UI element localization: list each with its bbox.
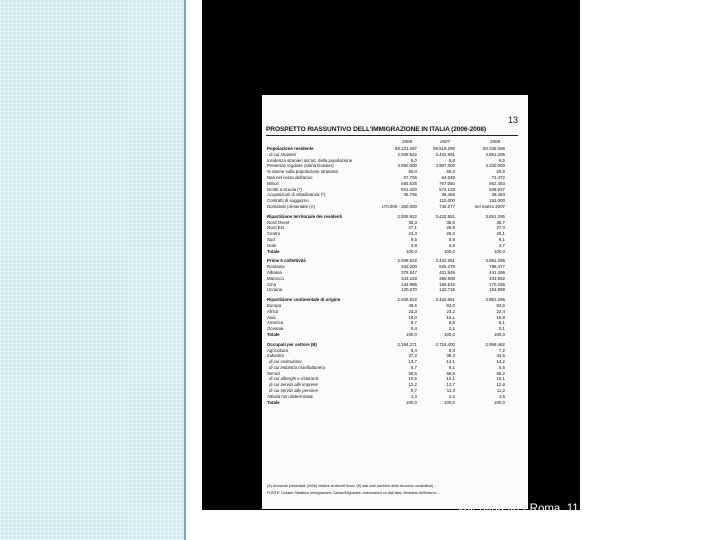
row-value-2008: 100,0 [494, 248, 505, 254]
row-value-2008: 100,0 [494, 331, 505, 337]
row-value-2006: 35,3 [408, 219, 417, 225]
row-value-2008: 9,1 [498, 236, 505, 242]
row-label: Asia [267, 314, 276, 320]
row-value-2007: 3.987.000 [435, 163, 455, 169]
row-value-2006: 3.690.000 [397, 163, 417, 169]
row-value-2006: 375.947 [401, 269, 417, 275]
row-label: Domande presentate (A) [267, 203, 316, 209]
row-value-2008: 628.937 [489, 186, 505, 192]
row-value-2006: 50,0 [408, 169, 417, 175]
row-value-2006: 100,0 [406, 331, 417, 337]
row-value-2007: 3.432.651 [435, 213, 455, 219]
row-label: Popolazione residente [267, 146, 314, 151]
row-label: Isole [267, 242, 277, 248]
row-value-2006: 5,7 [410, 364, 417, 370]
row-value-2007: 767.060 [439, 180, 455, 186]
row-value-2006: 343.228 [401, 275, 417, 281]
row-value-2006: 35.766 [403, 192, 417, 198]
row-value-2006: 9,5 [410, 236, 417, 242]
row-value-2006: 55,5 [408, 370, 417, 376]
row-value-2006: 342.200 [401, 264, 417, 270]
row-value-2007: 38,3 [446, 353, 455, 359]
row-label: Incidenza stranieri sul tot. della popolazione [267, 157, 353, 163]
row-value-2008: 441.396 [489, 269, 505, 275]
row-value-2006: 2.938.922 [397, 151, 417, 157]
row-label: America [267, 320, 284, 326]
row-value-2006: 501.420 [401, 186, 417, 192]
row-label: Albania [267, 269, 282, 275]
row-value-2007: 11,3 [446, 388, 455, 394]
row-value-2006: 27,1 [408, 225, 417, 231]
row-value-2008: 3.891.295 [485, 213, 505, 219]
row-value-2008: 4.330.000 [485, 163, 505, 169]
year-header-2007: 2007 [440, 139, 451, 144]
row-value-2006: 13,7 [408, 359, 417, 365]
row-value-2008: 27,0 [496, 225, 505, 231]
row-value-2006: 23,3 [408, 308, 417, 314]
row-value-2008: 0,1 [498, 326, 505, 332]
row-value-2007: 574.133 [439, 186, 455, 192]
row-value-2006: 6,4 [410, 347, 417, 353]
row-value-2008: 3,7 [498, 242, 505, 248]
row-label: Totale [267, 399, 280, 405]
row-value-2008: 3.891.295 [485, 258, 505, 264]
row-value-2008: 50,8 [496, 169, 505, 175]
row-label: di cui servizi alle imprese [269, 382, 318, 388]
row-value-2006: ... [413, 198, 417, 204]
row-value-2006: 2.938.922 [397, 297, 417, 303]
row-value-2008: 33,6 [496, 353, 505, 359]
row-value-2006: 120.070 [401, 287, 417, 293]
row-label: di cui servizi alle persone [269, 388, 319, 394]
row-label: Minori [267, 180, 279, 186]
row-value-2006: 2.938.922 [397, 213, 417, 219]
table-row [267, 400, 520, 406]
row-label: Totale [267, 331, 280, 337]
row-value-2008: 5,6 [498, 364, 505, 370]
row-label: % donne sulla popolazione straniera [267, 169, 338, 175]
row-value-2007: 132.718 [439, 287, 455, 293]
row-value-2007: 3.432.651 [435, 258, 455, 264]
row-value-2008: 4,5 [498, 393, 505, 399]
row-value-2007: 59.619.290 [433, 146, 455, 151]
row-value-2006: 100,0 [406, 399, 417, 405]
row-value-2007: 4,2 [448, 393, 455, 399]
title-rule [266, 135, 518, 136]
row-value-2006: 100,0 [406, 248, 417, 254]
row-value-2007: 100,0 [444, 331, 455, 337]
row-value-2007: 16,1 [446, 314, 455, 320]
row-label: Industria [267, 353, 284, 359]
row-value-2008: 11,2 [496, 388, 505, 394]
row-value-2006: 8,7 [410, 320, 417, 326]
row-value-2008: 35,7 [496, 219, 505, 225]
row-value-2006: 18,0 [408, 314, 417, 320]
row-value-2008: 59,2 [496, 370, 505, 376]
row-label: Africa [267, 308, 279, 314]
row-value-2007: 55,8 [446, 370, 455, 376]
row-value-2008: 25,1 [496, 231, 505, 237]
year-header-2006: 2006 [402, 139, 413, 144]
row-value-2006: 10,5 [408, 376, 417, 382]
row-value-2008: 8,1 [498, 320, 505, 326]
row-label: Romania [267, 264, 285, 270]
row-value-2007: 6,3 [448, 347, 455, 353]
slide-left-decorative-strip [0, 0, 184, 540]
row-label: Iscritti a scuola (*) [267, 186, 302, 192]
row-value-2008: 3.891.295 [485, 297, 505, 303]
row-value-2008: 10,1 [496, 376, 505, 382]
row-label: Nati nel corso dell'anno [267, 174, 313, 180]
row-value-2007: 25,0 [446, 231, 455, 237]
row-value-2006: 0,4 [410, 326, 417, 332]
row-label: Servizi [267, 370, 281, 376]
row-value-2006: 24,3 [408, 231, 417, 237]
row-value-2006: 57.765 [403, 174, 417, 180]
row-value-2006: 144.885 [401, 281, 417, 287]
row-label: Cina [267, 281, 277, 287]
row-value-2008: 60.045.068 [483, 146, 505, 151]
row-value-2008: 7,2 [498, 347, 505, 353]
row-value-2006: 59.131.287 [395, 146, 417, 151]
row-label: Attività non determinate [267, 393, 314, 399]
year-header-2008: 2008 [490, 139, 501, 144]
table-note: (A) domande presentate (2006) relative ai decreti flussi, (B) dati Inail (archivio delle denunce nominative) ... [267, 484, 438, 488]
row-label: Centro [267, 231, 281, 237]
row-value-2007: 64.049 [441, 174, 455, 180]
row-value-2007: 401.949 [439, 269, 455, 275]
statistics-table [267, 146, 520, 405]
row-value-2008: 15,8 [496, 314, 505, 320]
row-label: Totale [267, 248, 280, 254]
row-value-2008: 39.484 [491, 192, 505, 198]
row-value-2007: 52,0 [446, 302, 455, 308]
row-label: Presenza regolare (stima Dossier) [267, 163, 334, 169]
row-value-2007: 35,6 [446, 219, 455, 225]
row-value-2007: 745.277 [439, 203, 455, 209]
row-value-2007: 365.908 [439, 275, 455, 281]
row-value-2007: 0,1 [448, 326, 455, 332]
row-label: Ripartizione continentale di origine [267, 297, 341, 303]
row-value-2007: 156.519 [439, 281, 455, 287]
row-label: Prime 5 collettività [267, 258, 306, 264]
row-value-2007: 3.432.651 [435, 151, 455, 157]
row-label: Contratti di soggiorno [267, 198, 309, 204]
row-value-2007: 10,1 [446, 376, 455, 382]
row-value-2006: 170.000 - 250.000 [381, 203, 417, 209]
row-value-2007: 8,6 [448, 320, 455, 326]
row-value-2007: 23,2 [446, 308, 455, 314]
row-value-2006: 4,3 [410, 393, 417, 399]
row-value-2008: 6,5 [498, 157, 505, 163]
row-value-2007: 38.466 [441, 192, 455, 198]
row-label: Marocco [267, 275, 284, 281]
row-label: Ucraina [267, 287, 283, 293]
slide-caption: Valentina Iiri - Roma, 11 settembre 2010 [457, 503, 662, 515]
row-value-2007: 100,0 [444, 399, 455, 405]
row-value-2007: 100,0 [444, 248, 455, 254]
row-value-2008: 2.998.462 [485, 341, 505, 347]
row-value-2008: 170.265 [489, 281, 505, 287]
row-value-2007: 14,1 [446, 359, 455, 365]
row-value-2008: 153.998 [489, 287, 505, 293]
row-value-2008: 14,2 [496, 359, 505, 365]
row-value-2008: 3.891.295 [485, 151, 505, 157]
row-value-2006: 5,0 [410, 157, 417, 163]
row-value-2007: 5,8 [448, 157, 455, 163]
row-value-2008: 403.592 [489, 275, 505, 281]
row-value-2007: 2.724.400 [435, 341, 455, 347]
row-label: di cui costruzioni [269, 359, 302, 365]
row-value-2008: 100,0 [494, 399, 505, 405]
document-title: PROSPETTO RIASSUNTIVO DELL'IMMIGRAZIONE IN ITALIA (2006-2008) [266, 126, 486, 133]
row-value-2006: 49,6 [408, 302, 417, 308]
row-value-2006: 2.938.922 [397, 258, 417, 264]
row-value-2006: 9,7 [410, 388, 417, 394]
row-label: Acquisizioni di cittadinanza (*) [267, 192, 326, 198]
row-label: di cui stranieri [269, 151, 297, 157]
row-label: di cui alberghi e ristoranti [269, 376, 318, 382]
row-value-2007: 26,9 [446, 225, 455, 231]
row-value-2008: 862.453 [489, 180, 505, 186]
row-value-2008: nel marzo 2007 [474, 203, 505, 209]
row-value-2008: 796.477 [489, 264, 505, 270]
row-value-2006: 37,2 [408, 353, 417, 359]
row-value-2007: 625.278 [439, 264, 455, 270]
page-number: 13 [507, 115, 518, 125]
row-label: Europa [267, 302, 282, 308]
row-value-2008: 12,8 [496, 382, 505, 388]
row-label: Occupati per settore (B) [267, 341, 318, 347]
row-label: Nord Est [267, 225, 285, 231]
row-label: di cui industria manifatturiera [269, 364, 326, 370]
row-value-2007: 8,6 [448, 236, 455, 242]
row-value-2006: 3,8 [410, 242, 417, 248]
row-value-2007: 3.432.651 [435, 297, 455, 303]
row-value-2007: 50,4 [446, 169, 455, 175]
row-value-2006: 12,2 [408, 382, 417, 388]
row-value-2007: 12,7 [446, 382, 455, 388]
row-value-2008: 53,6 [496, 302, 505, 308]
row-value-2008: 152.000 [489, 198, 505, 204]
row-label: Sud [267, 236, 275, 242]
row-value-2006: 2.194.271 [397, 341, 417, 347]
slide-left-strip-border [184, 0, 186, 540]
row-label: Ripartizione territoriale dei residenti [267, 213, 343, 219]
row-value-2006: 665.625 [401, 180, 417, 186]
row-label: Oceania [267, 326, 284, 332]
row-label: Nord Ovest [267, 219, 290, 225]
row-value-2008: 22,4 [496, 308, 505, 314]
row-value-2007: 6,1 [448, 364, 455, 370]
row-label: Agricoltura [267, 347, 288, 353]
row-value-2007: 110.000 [439, 198, 455, 204]
row-value-2008: 72.472 [491, 174, 505, 180]
scanned-document-page [262, 95, 528, 509]
row-value-2007: 3,9 [448, 242, 455, 248]
table-source: FONTE: Dossier Statistico Immigrazione Caritas/Migrantes, elaborazioni su dati Istat, Ministero dell'Interno ... [267, 491, 441, 495]
